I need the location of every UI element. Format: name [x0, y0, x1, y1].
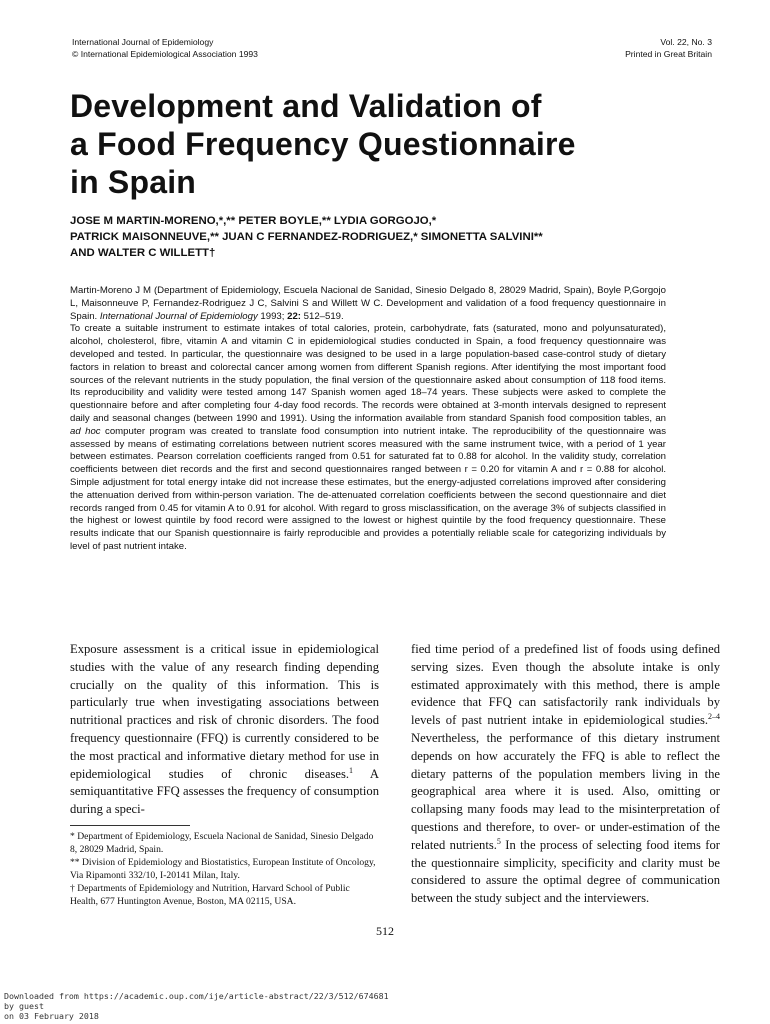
- download-line: on 03 February 2018: [4, 1011, 99, 1021]
- journal-header: [72, 36, 258, 60]
- citation-journal: International Journal of Epidemiology: [99, 310, 258, 322]
- author-line: JOSE M MARTIN-MORENO,*,** PETER BOYLE,** LYDIA GORGOJO,*: [70, 215, 437, 227]
- abstract-citation: Martin-Moreno J M (Department of Epidemiology, Escuela Nacional de Sanidad, Sinesio Delgado 8, 28029 Madrid, Spain), Boyle P,Gorgojo L, Maisonneuve P, Fernandez-Rodriguez J C, Salvini S and Willett W C. Development and validation of a food frequency questionnaire in Spain. International Journal of Epidemiology 1993; 22: 512–519.: [70, 285, 666, 322]
- italic-term: ad hoc: [70, 425, 101, 437]
- page-number: 512: [376, 924, 394, 938]
- footnote: † Departments of Epidemiology and Nutrition, Harvard School of Public Health, 677 Huntington Avenue, Boston, MA 02115, USA.: [70, 883, 350, 907]
- download-watermark: [4, 991, 389, 1021]
- author-line: PATRICK MAISONNEUVE,** JUAN C FERNANDEZ-RODRIGUEZ,* SIMONETTA SALVINI**: [70, 231, 543, 243]
- title-line: a Food Frequency Questionnaire: [70, 126, 576, 162]
- download-line: by guest: [4, 1001, 44, 1011]
- footnote: * Department of Epidemiology, Escuela Nacional de Sanidad, Sinesio Delgado 8, 28029 Madrid, Spain.: [70, 831, 374, 855]
- footnote-divider: [70, 825, 190, 826]
- author-line: AND WALTER C WILLETT†: [70, 247, 216, 259]
- abstract-body: To create a suitable instrument to estimate intakes of total calories, protein, carbohydrate, fats (saturated, mono and polyunsaturated), alcohol, cholesterol, fibre, vitamin A and vitamin C in epidemiological studies conducted in Spain, a food frequency questionnaire was developed and tested. In particular, the questionnaire was designed to be used in a large population-based case-control study of dietary factors in relation to breast and colorectal cancer among women from different Spanish regions. After identifying the most important food sources of the relevant nutrients in the study population, the final version of the questionnaire asked about consumption of 118 food items. Its reproducibility and validity were tested among 147 Spanish women aged 18–74 years. These subjects were asked to complete the questionnaire before and after completing four 4-day food records. The records were obtained at 3-month intervals designed to represent daily and seasonal changes (between 1990 and 1991). Using the information available from standard Spanish food composition tables, an ad hoc computer program was created to translate food consumption into nutrient intake. The reproducibility of the questionnaire was assessed by means of estimating correlations between nutrient scores measured with the same instrument twice, with a period of 1 year between estimates. Pearson correlation coefficients ranged from 0.51 for saturated fat to 0.88 for alcohol. In the validity study, correlation coefficients between diet records and the first and second questionnaires ranged between r = 0.20 for vitamin A and r = 0.88 for alcohol. Simple adjustment for total energy intake did not increase these estimates, but the energy-adjusted correlations improved after considering the attenuation derived from within-person variation. The de-attenuated correlation coefficients between the second questionnaire and diet records ranged from 0.45 for vitamin A to 0.91 for alcohol. With regard to gross misclassification, on the average 3% of subjects classified in the highest or lowest quintile by food record were assigned to the lowest or highest quintile by the food frequency questionnaire. These results indicate that our Spanish questionnaire is fairly reproducible and provides a potentially reliable scale for categorizing individuals by level of past nutrient intake.: [70, 323, 667, 552]
- printed-line: Printed in Great Britain: [625, 49, 712, 59]
- body-column-left: [70, 641, 379, 819]
- body-paragraph: Exposure assessment is a critical issue in epidemiological studies with the value of any research finding depending crucially on the quality of this information. This is particularly true when investigating associations between nutritional practices and risk of chronic disorders. The food frequency questionnaire (FFQ) is currently considered to be the most practical and informative dietary method for use in epidemiological studies of chronic diseases.$^1$ A semiquantitative FFQ assesses the frequency of consumption during a speci-: [70, 642, 379, 817]
- abstract: [70, 285, 666, 554]
- article-title: [70, 87, 710, 201]
- citation-volume: 22:: [287, 310, 301, 322]
- reference-marker: 2–4: [708, 712, 720, 722]
- body-column-right: [411, 641, 720, 908]
- reference-marker: 5: [496, 836, 501, 846]
- body-paragraph: fied time period of a predefined list of foods using defined serving sizes. Even though the absolute intake is only estimated approximately with this method, there is ample evidence that FFQ can satisfactorily rank individuals by levels of past nutrient intake in epidemiological studies.$^{2-4}$ Nevertheless, the performance of this dietary instrument depends on how accurately the FFQ is able to reflect the dietary patterns of the population members living in the geographical area where it is used. Also, omitting or collapsing many foods may lead to the misinterpretation of questions and therefore, to over- or under-estimation of the related nutrients.$^5$ In the process of selecting food items for the questionnaire simplicity, specificity and clarity must be considered to assure the optimal degree of communication between the study subject and the interviewers.: [411, 642, 720, 906]
- copyright-line: © International Epidemiological Association 1993: [72, 49, 258, 59]
- volume-line: Vol. 22, No. 3: [660, 37, 712, 47]
- journal-name: International Journal of Epidemiology: [72, 37, 214, 47]
- title-line: Development and Validation of: [70, 88, 542, 124]
- author-list: [70, 213, 720, 261]
- footnotes: [70, 830, 379, 908]
- title-line: in Spain: [70, 164, 197, 200]
- download-line: Downloaded from https://academic.oup.com/ije/article-abstract/22/3/512/674681: [4, 991, 389, 1001]
- reference-marker: 1: [349, 765, 354, 775]
- issue-header: [625, 36, 712, 60]
- footnote: ** Division of Epidemiology and Biostatistics, European Institute of Oncology, Via Ripamonti 332/10, I-20141 Milan, Italy.: [70, 857, 376, 881]
